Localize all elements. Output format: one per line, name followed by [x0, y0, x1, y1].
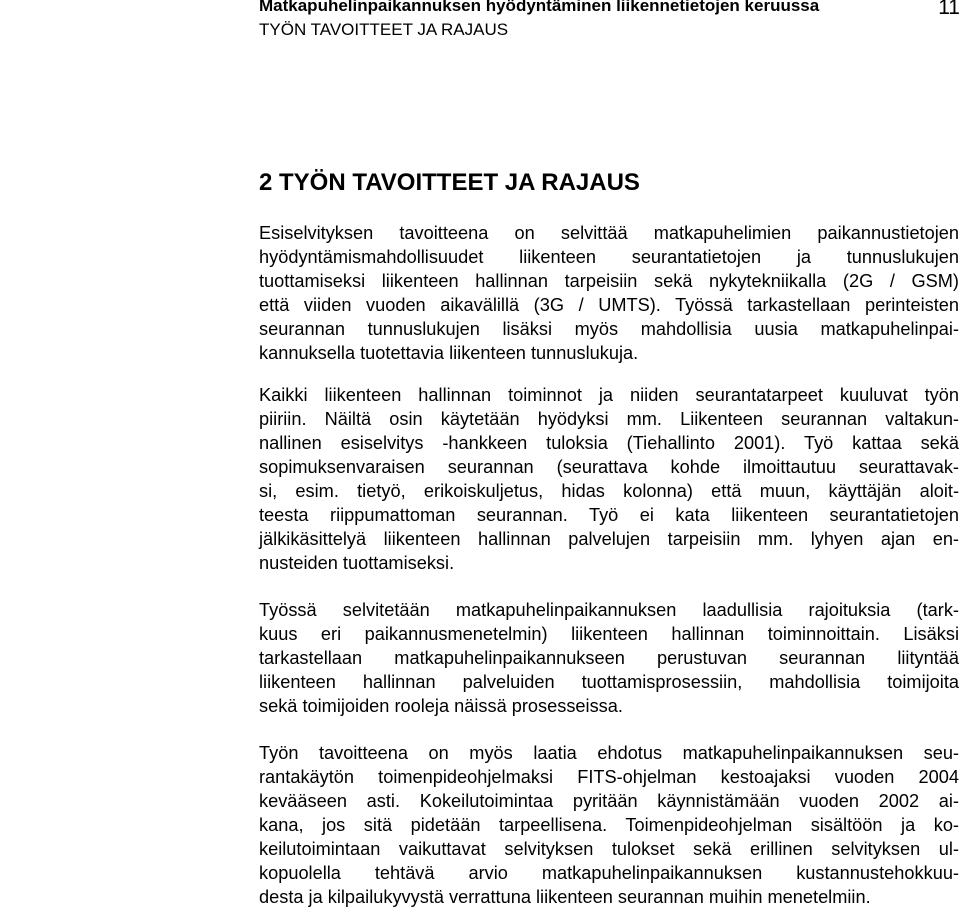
paragraph-line: kuus eri paikannusmenetelmin) liikenteen hallinnan toiminnoittain. Lisäksi — [259, 624, 959, 644]
paragraph-line: liikenteen hallinnan palveluiden tuottamisprosessiin, mahdollisia toimijoita — [259, 672, 959, 692]
paragraph-line: Työn tavoitteena on myös laatia ehdotus matkapuhelinpaikannuksen seu- — [259, 743, 959, 763]
paragraph-line: nallinen esiselvitys -hankkeen tuloksia (Tiehallinto 2001). Työ kattaa sekä — [259, 433, 959, 453]
paragraph-line: Esiselvityksen tavoitteena on selvittää matkapuhelimien paikannustietojen — [259, 223, 959, 243]
paragraph-4 — [259, 741, 959, 909]
section-heading: 2 TYÖN TAVOITTEET JA RAJAUS — [259, 169, 640, 196]
running-chapter-title: TYÖN TAVOITTEET JA RAJAUS — [259, 20, 509, 39]
paragraph-3 — [259, 598, 959, 718]
paragraph-line: kevääseen asti. Kokeilutoimintaa pyritään käynnistämään vuoden 2002 ai- — [259, 791, 959, 811]
paragraph-line: että viiden vuoden aikavälillä (3G / UMTS). Työssä tarkastellaan perinteisten — [259, 295, 959, 315]
paragraph-line: teesta riippumattoman seurannan. Työ ei kata liikenteen seurantatietojen — [259, 505, 959, 525]
paragraph-line: tarkastellaan matkapuhelinpaikannukseen perustuvan seurannan liityntää — [259, 648, 959, 668]
document-title: Matkapuhelinpaikannuksen hyödyntäminen liikennetietojen keruussa — [259, 0, 820, 15]
paragraph-line: kopuolella tehtävä arvio matkapuhelinpaikannuksen kustannustehokkuu- — [259, 863, 959, 883]
paragraph-line: si, esim. tietyö, erikoiskuljetus, hidas kolonna) että muun, käyttäjän aloit- — [259, 481, 959, 501]
paragraph-line: rantakäytön toimenpideohjelmaksi FITS-ohjelman kestoajaksi vuoden 2004 — [259, 767, 959, 787]
paragraph-line: Työssä selvitetään matkapuhelinpaikannuksen laadullisia rajoituksia (tark- — [259, 600, 959, 620]
paragraph-line: sopimuksenvaraisen seurannan (seurattava kohde ilmoittautuu seurattavak- — [259, 457, 959, 477]
page-number: 11 — [938, 0, 960, 19]
paragraph-line: kannuksella tuotettavia liikenteen tunnuslukuja. — [259, 343, 639, 363]
paragraph-line: Kaikki liikenteen hallinnan toiminnot ja niiden seurantatarpeet kuuluvat työn — [259, 385, 959, 405]
paragraph-line: desta ja kilpailukyvystä verrattuna liikenteen seurannan muihin menetelmiin. — [259, 887, 871, 907]
paragraph-line: kana, jos sitä pidetään tarpeellisena. Toimenpideohjelman sisältöön ja ko- — [259, 815, 959, 835]
paragraph-line: hyödyntämismahdollisuudet liikenteen seurantatietojen ja tunnuslukujen — [259, 247, 959, 267]
paragraph-line: sekä toimijoiden rooleja näissä prosesseissa. — [259, 696, 623, 716]
paragraph-line: nusteiden tuottamiseksi. — [259, 553, 455, 573]
paragraph-line: jälkikäsittelyä liikenteen hallinnan palvelujen tarpeisiin mm. lyhyen ajan en- — [259, 529, 959, 549]
paragraph-line: keilutoimintaan vaikuttavat selvityksen tulokset sekä erillinen selvityksen ul- — [259, 839, 959, 859]
paragraph-2 — [259, 383, 959, 575]
paragraph-line: tuottamiseksi liikenteen hallinnan tarpeisiin sekä nykytekniikalla (2G / GSM) — [259, 271, 959, 291]
paragraph-line: piiriin. Näiltä osin käytetään hyödyksi mm. Liikenteen seurannan valtakun- — [259, 409, 959, 429]
paragraph-line: seurannan tunnuslukujen lisäksi myös mahdollisia uusia matkapuhelinpai- — [259, 319, 959, 339]
paragraph-1 — [259, 221, 959, 365]
